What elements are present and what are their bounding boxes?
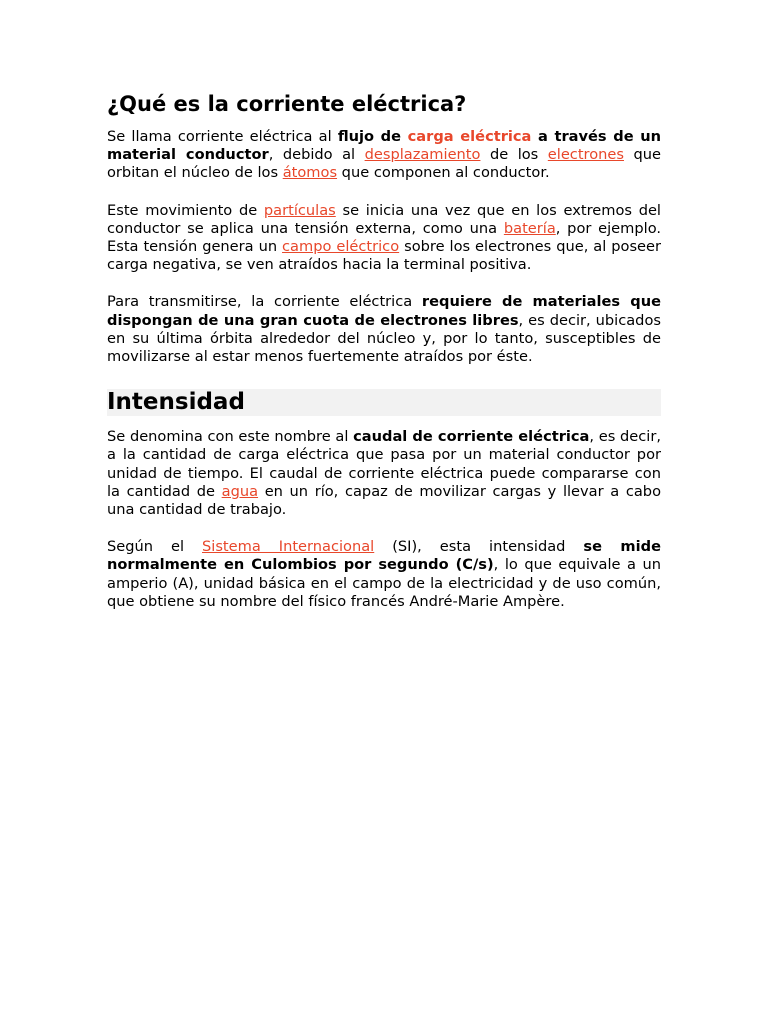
paragraph-movement: [107, 202, 661, 275]
paragraph-transmission: [107, 293, 661, 366]
text-run: , es decir, ubicados en su última órbita alrededor del núcleo y, por lo tanto, susceptibles de movilizarse al estar menos fuertemente atraídos por éste.: [107, 311, 661, 366]
link-carga-electrica[interactable]: carga eléctrica: [407, 128, 532, 145]
document-body: [107, 90, 661, 611]
text-run: Se llama corriente eléctrica al: [107, 128, 338, 145]
bold-run: a través de un material conductor: [107, 128, 661, 164]
text-run: Se denomina con este nombre al: [107, 428, 354, 446]
link-agua[interactable]: agua: [221, 482, 259, 500]
text-run: que orbitan el núcleo de los: [107, 146, 661, 182]
link-particulas[interactable]: partículas: [263, 201, 336, 219]
text-run: , lo que equivale a un amperio (A), unidad básica en el campo de la electricidad y de uso común, que obtiene su nombre del físico francés André-Marie Ampère.: [107, 556, 661, 610]
link-campo-electrico[interactable]: campo eléctrico: [282, 238, 400, 256]
paragraph-si-units: [107, 538, 661, 611]
text-run: de los: [480, 146, 548, 164]
text-run: sobre los electrones que, al poseer carga negativa, se ven atraídos hacia la terminal positiva.: [107, 238, 662, 274]
link-electrones[interactable]: electrones: [547, 146, 624, 164]
text-run: (SI), esta intensidad: [374, 538, 584, 556]
text-run: Para transmitirse, la corriente eléctrica: [107, 293, 422, 311]
section-heading-intensidad: Intensidad: [107, 389, 661, 416]
text-run: , por ejemplo. Esta tensión genera un: [107, 219, 662, 256]
text-run: , debido al: [268, 146, 365, 164]
paragraph-definition: [107, 128, 661, 183]
link-bateria[interactable]: batería: [503, 219, 556, 237]
bold-run: se mide normalmente en Culombios por segundo (C/s): [107, 538, 661, 574]
text-run: en un río, capaz de movilizar cargas y llevar a cabo una cantidad de trabajo.: [107, 482, 661, 519]
paragraph-intensity: [107, 428, 661, 519]
link-sistema-internacional[interactable]: Sistema Internacional: [202, 538, 375, 556]
text-run: Este movimiento de: [107, 201, 264, 219]
text-run: Según el: [107, 538, 203, 556]
text-run: se inicia una vez que en los extremos del conductor se aplica una tensión externa, como una: [107, 201, 661, 237]
text-run: , es decir, a la cantidad de carga eléctrica que pasa por un material conductor por unidad de tiempo. El caudal de corriente eléctrica puede compararse con la cantidad de: [107, 428, 661, 500]
text-run: que componen al conductor.: [337, 164, 550, 182]
page-title: ¿Qué es la corriente eléctrica?: [107, 92, 467, 116]
link-atomos[interactable]: átomos: [282, 164, 338, 182]
bold-run: caudal de corriente eléctrica: [353, 428, 590, 446]
bold-run: requiere de materiales que dispongan de una gran cuota de electrones libres: [107, 293, 662, 329]
link-desplazamiento[interactable]: desplazamiento: [364, 146, 481, 164]
bold-run: flujo de: [337, 128, 408, 145]
